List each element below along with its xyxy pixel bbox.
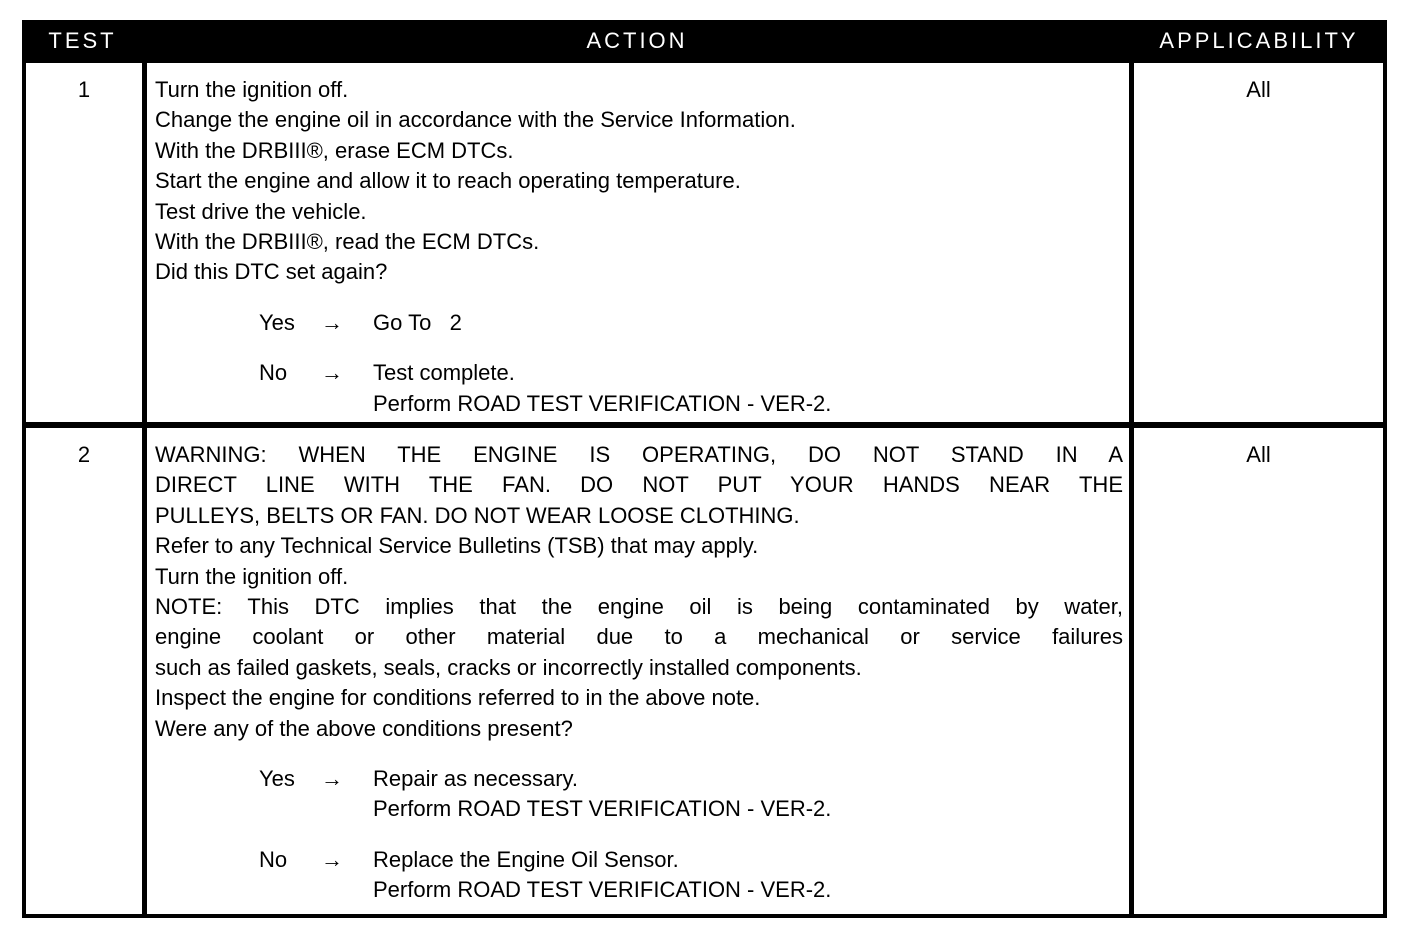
yes-label: Yes [259,309,295,335]
yes-label: Yes [259,766,295,792]
table-header [22,20,1387,60]
action-line: Inspect the engine for conditions referred to in the above note. [155,685,761,711]
diagnostic-table [22,20,1387,918]
no-label: No [259,846,288,872]
action-line: Refer to any Technical Service Bulletins (TSB) that may apply. [155,533,759,559]
action-cell-1 [147,63,1129,422]
no-branch [155,358,1123,419]
yes-result-line: Repair as necessary. [373,766,579,792]
no-branch [155,845,1123,906]
action-line: Did this DTC set again? [155,259,388,285]
test-number-2: 2 [26,428,142,914]
note-line: NOTE: This DTC implies that the engine oil is being contaminated by water, [155,594,1123,620]
arrow-right-icon: → [321,309,343,335]
no-result [373,845,831,906]
yes-branch [155,764,1123,825]
action-line: Change the engine oil in accordance with the Service Information. [155,107,796,133]
arrow-right-icon: → [321,846,343,872]
yes-result [373,764,831,825]
arrow-right-icon: → [321,766,343,792]
note-line: engine coolant or other material due to a mechanical or service failures [155,624,1123,650]
action-line: Test drive the vehicle. [155,198,367,224]
action-line: Start the engine and allow it to reach operating temperature. [155,168,741,194]
action-line: Turn the ignition off. [155,77,349,102]
no-result-line: Test complete. [373,360,515,386]
warning-line: DIRECT LINE WITH THE FAN. DO NOT PUT YOUR HANDS NEAR THE [155,472,1123,498]
action-line: With the DRBIII®, erase ECM DTCs. [155,137,514,163]
yes-branch [155,308,1123,338]
header-action: ACTION [586,28,688,53]
note-line: such as failed gaskets, seals, cracks or incorrectly installed components. [155,654,862,680]
no-result-line: Perform ROAD TEST VERIFICATION - VER-2. [373,390,832,416]
applicability-1: All [1134,63,1383,422]
action-line: Were any of the above conditions present? [155,715,573,741]
no-result [373,358,831,419]
action-line: Turn the ignition off. [155,563,349,589]
header-test: TEST [48,28,117,53]
yes-result-line: Perform ROAD TEST VERIFICATION - VER-2. [373,796,832,822]
action-cell-2 [147,428,1129,914]
no-label: No [259,360,288,386]
no-result-line: Replace the Engine Oil Sensor. [373,846,679,872]
warning-line: PULLEYS, BELTS OR FAN. DO NOT WEAR LOOSE CLOTHING. [155,502,800,528]
no-result-line: Perform ROAD TEST VERIFICATION - VER-2. [373,877,832,903]
header-applicability: APPLICABILITY [1159,28,1359,53]
action-line: With the DRBIII®, read the ECM DTCs. [155,229,540,255]
yes-result: Go To 2 [373,309,462,335]
warning-line: WARNING: WHEN THE ENGINE IS OPERATING, DO NOT STAND IN A [155,442,1123,467]
arrow-right-icon: → [321,360,343,386]
applicability-2: All [1134,428,1383,914]
test-number-1: 1 [26,63,142,422]
